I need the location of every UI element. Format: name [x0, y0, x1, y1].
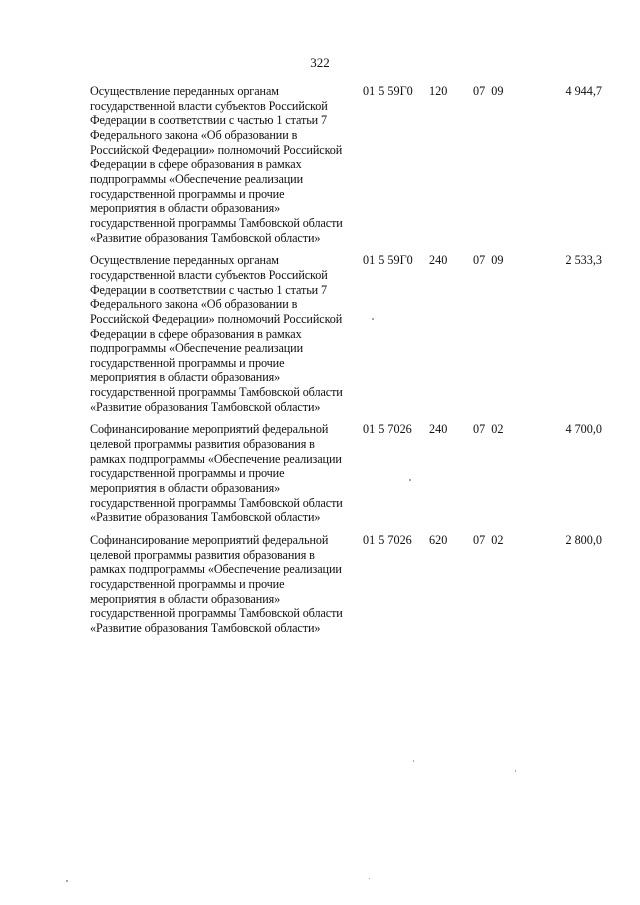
- scan-speck: [409, 479, 411, 481]
- amount-value: 4 944,7: [565, 84, 602, 98]
- section-subsection-code: 07 02: [473, 422, 504, 437]
- amount-value: 2 800,0: [565, 533, 602, 548]
- expense-type-code: 240: [429, 253, 448, 268]
- row-description: Софинансирование мероприятий федеральной целевой программы развития образования в рамках подпрограммы «Обеспечение реализации государственной программы и прочие мероприятия в области образования» государственной программы Тамбовской области «Развитие образования Тамбовской области»: [90, 422, 343, 525]
- table-row: [90, 533, 602, 636]
- amount-value: 2 533,3: [565, 253, 602, 268]
- budget-table: [90, 84, 602, 644]
- page-number: 322: [310, 55, 330, 70]
- section-subsection-code: 07 09: [473, 253, 504, 268]
- scan-speck: [413, 760, 414, 762]
- table-row: [90, 84, 602, 245]
- expense-type-code: 620: [429, 533, 448, 548]
- section-subsection-code: 07 02: [473, 533, 504, 548]
- section-subsection-code: 07 09: [473, 84, 504, 98]
- expense-type-code: 120: [429, 84, 448, 98]
- scan-speck: [372, 318, 374, 320]
- table-row: [90, 253, 602, 414]
- target-article-code: 01 5 7026: [363, 422, 412, 437]
- row-description: Осуществление переданных органам государственной власти субъектов Российской Федерации в соответствии с частью 1 статьи 7 Федерального закона «Об образовании в Российской Федерации» полномочий Российской Федерации в сфере образования в рамках подпрограммы «Обеспечение реализации государственной программы и прочие мероприятия в области образования» государственной программы Тамбовской области «Развитие образования Тамбовской области»: [90, 253, 343, 414]
- scan-speck: [515, 770, 516, 772]
- table-row: [90, 422, 602, 525]
- target-article-code: 01 5 7026: [363, 533, 412, 548]
- expense-type-code: 240: [429, 422, 448, 437]
- row-description: Осуществление переданных органам государственной власти субъектов Российской Федерации в соответствии с частью 1 статьи 7 Федерального закона «Об образовании в Российской Федерации» полномочий Российской Федерации в сфере образования в рамках подпрограммы «Обеспечение реализации государственной программы и прочие мероприятия в области образования» государственной программы Тамбовской области «Развитие образования Тамбовской области»: [90, 84, 343, 245]
- row-description: Софинансирование мероприятий федеральной целевой программы развития образования в рамках подпрограммы «Обеспечение реализации государственной программы и прочие мероприятия в области образования» государственной программы Тамбовской области «Развитие образования Тамбовской области»: [90, 533, 343, 635]
- target-article-code: 01 5 59Г0: [363, 253, 413, 268]
- target-article-code: 01 5 59Г0: [363, 84, 413, 98]
- amount-value: 4 700,0: [565, 422, 602, 437]
- scan-speck: [369, 878, 370, 879]
- scan-speck: [66, 880, 68, 882]
